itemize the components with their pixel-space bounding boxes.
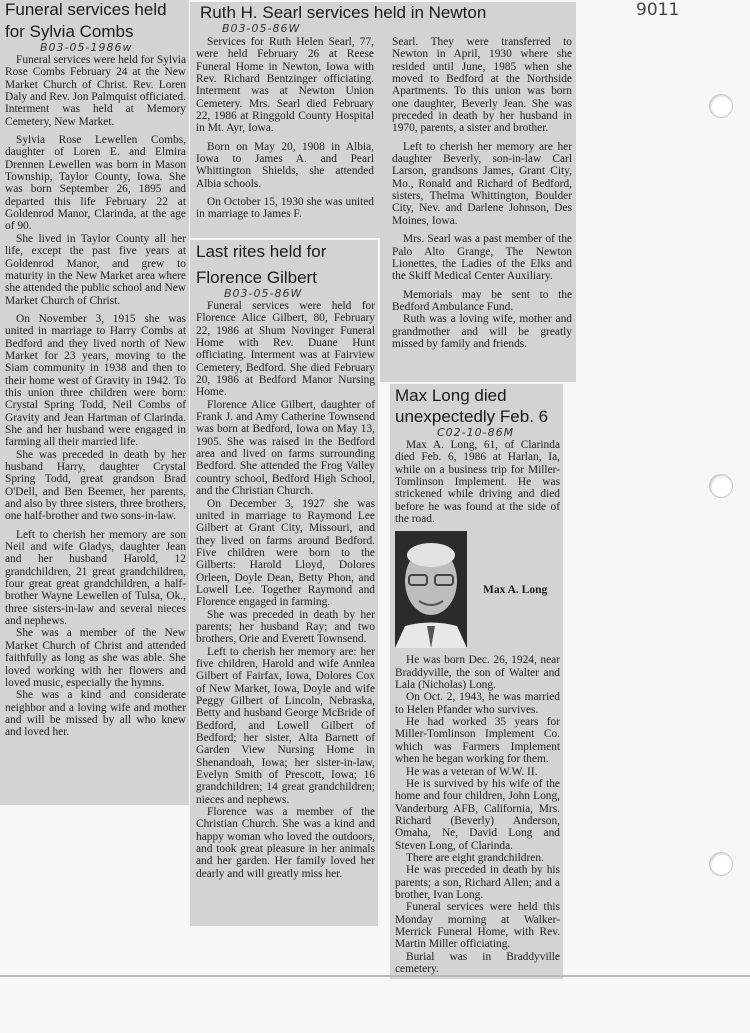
paragraph: She was a kind and considerate neighbor and a loving wife and mother and will be missed by all who knew and loved her. — [5, 689, 186, 739]
paragraph: On November 3, 1915 she was united in marriage to Harry Combs at Bedford and they lived north of New Market for 23 years, moving to the Siam community in 1938 and then to their home west of Gravity in 1942. To this union three children were born: Crystal Spring Todd, Neil Combs of Gravity and Jean Hartman of Clarinda. She and her husband were engaged in farming all their married life. — [5, 312, 186, 449]
punch-hole — [709, 94, 733, 118]
paragraph: Memorials may be sent to the Bedford Ambulance Fund. — [392, 288, 572, 313]
paragraph: There are eight grandchildren. — [406, 851, 544, 864]
long-headline-line1: Max Long died — [395, 386, 507, 405]
paragraph: On Oct. 2, 1943, he was married to Helen Pfander who survives. — [395, 691, 560, 716]
gilbert-body — [196, 300, 375, 880]
paragraph: Funeral services were held for Florence Alice Gilbert, 80, February 22, 1986 at Shum Novinger Funeral Home with Rev. Duane Hunt officiating. Interment was at Fairview Cemetery, Bedford. She died February 20, 1986 at Bedford Manor Nursing Home. — [196, 300, 375, 399]
combs-obituary-clipping — [0, 0, 189, 805]
paragraph: She was preceded in death by her husband Harry, daughter Crystal Spring Todd, great grandson Brad O'Dell, and Ben Beemer, her parents, and also by three sisters, three brothers, one half-brother and two sons-in-law. — [5, 448, 186, 523]
paragraph: He was a veteran of W.W. II. — [406, 765, 538, 778]
paragraph: She was a member of the New Market Church of Christ and attended faithfully as long as she was able. She loved working with her flowers and loved music, especially the hymns. — [5, 627, 186, 689]
punch-hole — [709, 474, 733, 498]
gilbert-headline-line2: Florence Gilbert — [196, 268, 317, 287]
paragraph: Burial was in Braddyville cemetery. — [395, 950, 560, 975]
combs-handwritten-code: B03-05-1986w — [40, 41, 133, 54]
searl-headline: Ruth H. Searl services held in Newton — [200, 3, 487, 22]
paragraph: Left to cherish her memory are: her five children, Harold and wife Annlea Gilbert of Fairfax, Iowa, Dolores Cox of New Market, Iowa, Doyle and wife Peggy Gilbert of Lincoln, Nebraska, Betty and husband George McBride of Bedford, and Lowell Gilbert of Bedford; her sister, Alta Barnett of Garden View Nursing Home in Shenandoah, Iowa; her sister-in-law, Evelyn Smith of Prescott, Iowa; 16 grandchildren; 14 great grandchildren; nieces and nephews. — [196, 645, 375, 806]
searl-handwritten-code: B03-05-86W — [222, 22, 301, 35]
handwritten-page-number: 9011 — [636, 0, 680, 20]
paragraph: Max A. Long, 61, of Clarinda died Feb. 6, 1986 at Harlan, Ia, while on a business trip for Miller-Tomlinson Implement. He was strickened while driving and died before he was found at the side of the road. — [395, 439, 560, 526]
paragraph: She lived in Taylor County all her life, except the past five years at Goldenrod Manor, and grew to maturity in the New Market area where she attended the public school and New Market Church of Christ. — [5, 232, 186, 307]
paragraph: Florence was a member of the Christian Church. She was a kind and happy woman who loved the outdoors, and took great pleasure in her animals and her garden. Her family loved her dearly and will greatly miss her. — [196, 806, 375, 880]
searl-left-column — [196, 36, 374, 221]
paragraph: He was born Dec. 26, 1924, near Braddyville, the son of Walter and Lala (Nicholas) Long. — [395, 654, 560, 692]
paragraph: Funeral services were held for Sylvia Rose Combs February 24 at the New Market Church of Christ. Rev. Loren Daly and Rev. Jon Palmquist officiated. Interment was held at Memory Cemetery, New Market. — [5, 54, 186, 128]
long-headline-line2: unexpectedly Feb. 6 — [395, 407, 549, 426]
long-body — [395, 654, 560, 975]
paragraph: Born on May 20, 1908 in Albia, Iowa to James A. and Pearl Whittington Shields, she attended Albia schools. — [196, 140, 374, 190]
paragraph: Left to cherish her memory are her daughter Beverly, son-in-law Carl Larson, grandsons James, Grant City, Mo., Ronald and Richard of Bedford, sisters, Thelma Whittington, Boulder City, Nev. and Darlene Johnson, Des Moines, Iowa. — [392, 140, 572, 227]
paragraph: Searl. They were transferred to Newton in April, 1930 where she resided until June, 1985 when she moved to Bedford at the Northside Apartments. To this union was born one daughter, Beverly Jean. She was preceded in death by her husband in 1970, parents, a sister and brother. — [392, 36, 572, 135]
searl-right-column — [392, 36, 572, 350]
long-intro — [395, 439, 560, 525]
paragraph: Sylvia Rose Lewellen Combs, daughter of Loren E. and Elmira Drennen Lewellen was born in Mason Township, Taylor County, Iowa. She was born September 26, 1895 and departed this life February 22 at Goldenrod Manor, Clarinda, at the age of 90. — [5, 134, 186, 233]
paragraph: Florence Alice Gilbert, daughter of Frank J. and Amy Catherine Townsend was born at Bedford, Iowa on May 13, 1905. She was raised in the Bedford area and lived on farms surrounding Bedford. She attended the Frog Valley country school, Bedford High School, and the Christian Church. — [196, 398, 375, 498]
paragraph: Services for Ruth Helen Searl, 77, were held February 26 at Reese Funeral Home in Newton, Iowa with Rev. Richard Bentzinger officiating. Interment was at Newton Union Cemetery. Mrs. Searl died February 22, 1986 at Ringgold County Hospital in Mt. Ayr, Iowa. — [196, 36, 374, 135]
photo-row — [395, 531, 560, 648]
long-handwritten-code: C02-10-86M — [437, 426, 515, 439]
paragraph: He is survived by his wife of the home and four children, John Long, Vanderburg AFB, California, Mrs. Richard (Beverly) Anderson, Omaha, Ne, David Long and Steven Long, of Clarinda. — [395, 777, 560, 852]
paragraph: Ruth was a loving wife, mother and grandmother and will be greatly missed by family and friends. — [392, 313, 572, 350]
paragraph: On December 3, 1927 she was united in marriage to Raymond Lee Gilbert at Grant City, Missouri, and they lived on farms around Bedford. Five children were born to the Gilberts: Harold Lloyd, Dolores Orleen, Doyle Dean, Betty Phon, and Lowell Lee. Together Raymond and Florence engaged in farming. — [196, 497, 375, 609]
gilbert-handwritten-code: B03-05-86W — [224, 287, 303, 300]
paragraph: He was preceded in death by his parents; a son, Richard Allen; and a brother, Ivan Long. — [395, 864, 560, 901]
max-long-portrait-photo — [395, 531, 467, 648]
paragraph: On October 15, 1930 she was united in marriage to James F. — [196, 196, 374, 221]
combs-headline-line2: for Sylvia Combs — [5, 22, 134, 41]
punch-hole — [709, 852, 733, 876]
gilbert-obituary-clipping — [190, 240, 378, 926]
paragraph: Funeral services were held this Monday morning at Walker-Merrick Funeral Home, with Rev. Martin Miller officiating. — [395, 901, 560, 951]
paragraph: He had worked 35 years for Miller-Tomlinson Implement Co. which was Farmers Implement when he began working for them. — [395, 716, 560, 766]
combs-headline-line1: Funeral services held — [5, 0, 167, 19]
gilbert-headline-line1: Last rites held for — [196, 242, 327, 261]
paragraph: Left to cherish her memory are son Neil and wife Gladys, daughter Jean and her husband Harold, 12 grandchildren, 21 great grandchildren, four great great grandchildren, a half-brother Wayne Lewellen of Tulsa, Ok., three sisters-in-law and several nieces and nephews. — [5, 528, 186, 628]
page-edge-divider — [0, 975, 750, 977]
paragraph: Mrs. Searl was a past member of the Palo Alto Grange, The Newton Lionettes, the Ladies of the Elks and the Skiff Medical Center Auxiliary. — [392, 233, 572, 283]
long-obituary-clipping — [390, 384, 563, 979]
paragraph: She was preceded in death by her parents; her husband Ray; and two brothers, Orie and Everett Townsend. — [196, 608, 375, 646]
combs-body — [5, 54, 186, 739]
photo-caption: Max A. Long — [483, 583, 548, 596]
